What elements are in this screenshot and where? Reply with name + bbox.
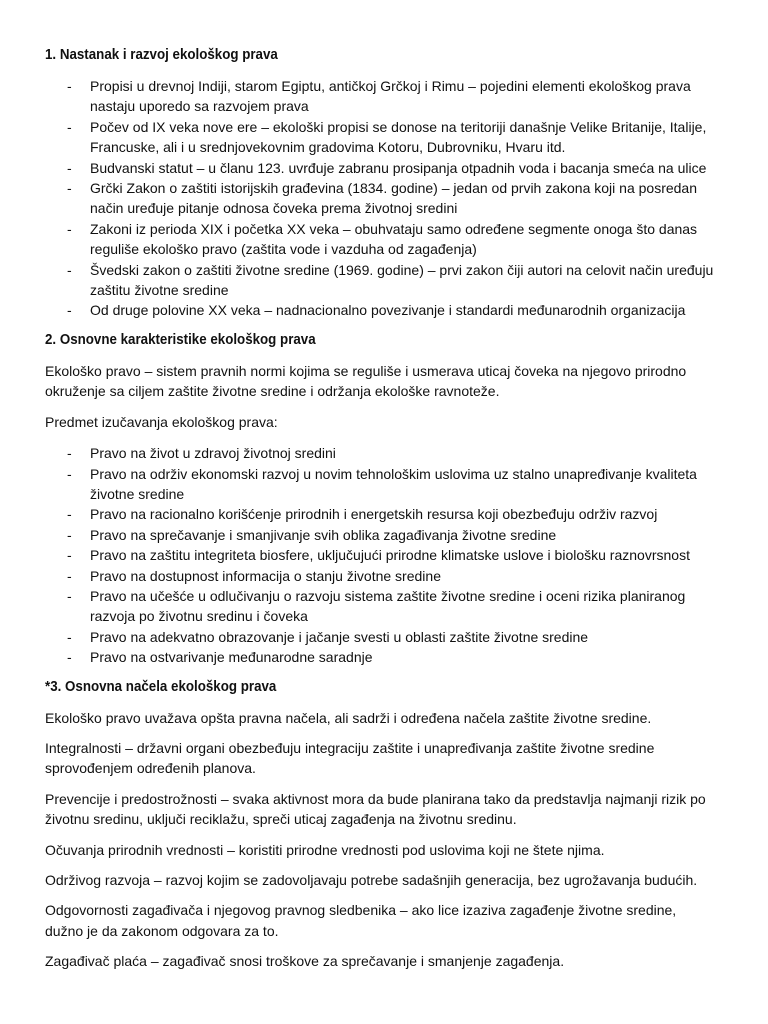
bullet-dash: -	[67, 506, 72, 523]
principle-prevention: Prevencije i predostrožnosti – svaka aktivnost mora da bude planirana tako da predstavlja najmanji rizik po životnu sredinu, uključi reciklažu, spreči uticaj zagađenja na životnu sredinu.	[45, 790, 706, 828]
list-item: - Budvanski statut – u članu 123. uvrđuje zabranu prosipanja otpadnih voda i bacanja smeća na ulice	[45, 158, 718, 178]
list-item: - Pravo na sprečavanje i smanjivanje svih oblika zagađivanja životne sredine	[45, 525, 718, 545]
bullet-dash: -	[67, 159, 72, 176]
bullet-dash: -	[67, 118, 72, 135]
subject-intro: Predmet izučavanja ekološkog prava:	[45, 413, 278, 430]
list-item: - Počev od IX veka nove ere – ekološki propisi se donose na teritoriji današnje Velike Britanije, Italije, Francuske, ali i u srednjovekovnim gradovima Kotoru, Dubrovniku, Hvaru itd.	[67, 118, 707, 156]
bullet-dash: -	[67, 526, 72, 543]
list-item: - Švedski zakon o zaštiti životne sredine (1969. godine) – prvi zakon čiji autori na celovit način uređuju zaštitu životne sredine	[67, 261, 714, 299]
list-item: - Pravo na racionalno korišćenje prirodnih i energetskih resursa koji obezbeđuju održiv razvoj	[45, 504, 718, 524]
list-item: - Pravo na život u zdravoj životnoj sredini	[45, 443, 718, 463]
list-item: - Pravo na adekvatno obrazovanje i jačanje svesti u oblasti zaštite životne sredine	[45, 627, 718, 647]
bullet-dash: -	[67, 587, 72, 604]
principle-sustainability: Održivog razvoja – razvoj kojim se zadovoljavaju potrebe sadašnjih generacija, bez ugrožavanja budućih.	[45, 872, 698, 888]
bullet-dash: -	[67, 628, 72, 645]
bullet-dash: -	[67, 220, 72, 237]
list-item: - Zakoni iz perioda XIX i početka XX veka – obuhvataju samo određene segmente onoga što danas reguliše ekološko pravo (zaštita vode i vazduha od zagađenja)	[67, 220, 698, 258]
bullet-dash: -	[67, 302, 72, 319]
list-item: - Pravo na zaštitu integriteta biosfere, uključujući prirodne klimatske uslove i biološku raznovrsnost	[45, 545, 718, 565]
bullet-dash: -	[67, 78, 72, 94]
principle-preservation: Očuvanja prirodnih vrednosti – koristiti prirodne vrednosti pod uslovima koji ne štete njima.	[45, 841, 605, 858]
principle-responsibility: Odgovornosti zagađivača i njegovog pravnog sledbenika – ako lice izaziva zagađenje životne sredine, dužno je da zakonom odgovara za to.	[45, 902, 677, 939]
list-item: - Pravo na održiv ekonomski razvoj u novim tehnološkim uslovima uz stalno unapređivanje kvaliteta životne sredine	[67, 465, 697, 502]
principles-intro: Ekološko pravo uvažava opšta pravna načela, ali sadrži i određena načela zaštite životne sredine.	[45, 709, 652, 726]
bullet-dash: -	[67, 465, 72, 482]
section-2-heading: 2. Osnovne karakteristike ekološkog prava	[45, 331, 316, 348]
list-item: - Grčki Zakon o zaštiti istorijskih građevina (1834. godine) – jedan od prvih zakona koji na posredan način uređuje pitanje odnosa čoveka prema životnoj sredini	[67, 180, 698, 217]
bullet-dash: -	[67, 547, 72, 564]
list-item: - Pravo na učešće u odlučivanju o razvoju sistema zaštite životne sredine i oceni rizika planiranog razvoja po životnu sredinu i čoveka	[67, 587, 686, 625]
principle-polluter-pays: Zagađivač plaća – zagađivač snosi troškove za sprečavanje i smanjenje zagađenja.	[45, 953, 565, 970]
section-2-list	[45, 443, 718, 667]
section-1-list	[45, 76, 718, 321]
bullet-dash: -	[67, 649, 72, 666]
list-item: - Od druge polovine XX veka – nadnacionalno povezivanje i standardi međunarodnih organizacija	[45, 300, 718, 320]
list-item: - Propisi u drevnoj Indiji, starom Egiptu, antičkoj Grčkoj i Rimu – pojedini elementi ekološkog prava nastaju uporedo sa razvojem prava	[67, 78, 691, 115]
bullet-dash: -	[67, 261, 72, 278]
definition-paragraph: Ekološko pravo – sistem pravnih normi kojima se reguliše i usmerava uticaj čoveka na njegovo prirodno okruženje sa ciljem zaštite životne sredine i održanja ekološke ravnoteže.	[45, 362, 687, 400]
bullet-dash: -	[67, 445, 72, 462]
bullet-dash: -	[67, 567, 72, 584]
list-item: - Pravo na dostupnost informacija o stanju životne sredine	[45, 566, 718, 586]
section-1-heading: 1. Nastanak i razvoj ekološkog prava	[45, 47, 278, 63]
principle-integrality: Integralnosti – državni organi obezbeđuju integraciju zaštite i unapređivanja zaštite životne sredine sprovođenjem određenih planova.	[45, 739, 655, 777]
bullet-dash: -	[67, 180, 72, 197]
list-item: - Pravo na ostvarivanje međunarodne saradnje	[45, 647, 718, 667]
section-3-heading: *3. Osnovna načela ekološkog prava	[45, 678, 277, 695]
